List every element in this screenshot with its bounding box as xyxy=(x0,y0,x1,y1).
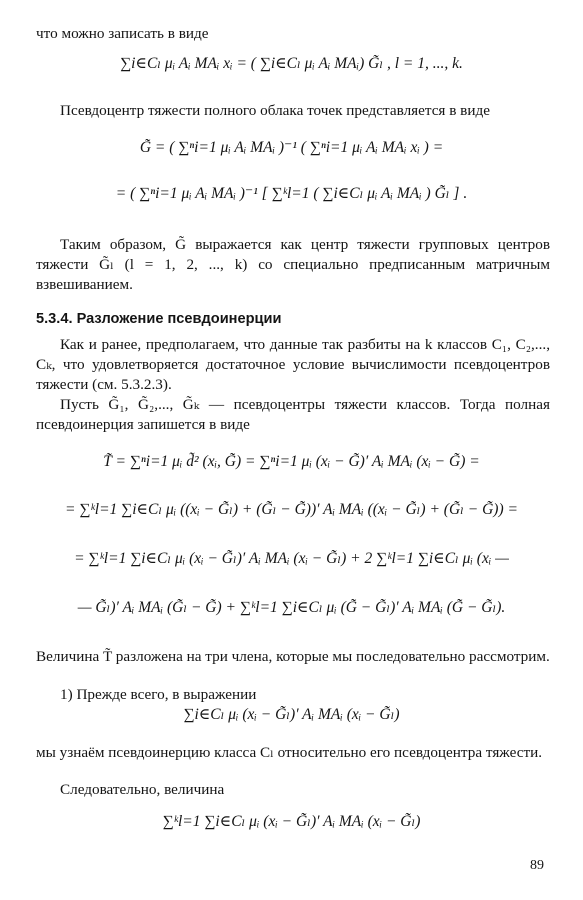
equation-inertia-2: = ∑ᵏl=1 ∑i∈Cₗ μᵢ ((xᵢ − G̃ₗ) + (G̃ₗ − G̃))′ Aᵢ MAᵢ ((xᵢ − G̃ₗ) + (G̃ₗ − G̃)) = xyxy=(65,501,518,518)
equation-inertia-1: T̃ = ∑ⁿi=1 μᵢ d̃² (xᵢ, G̃) = ∑ⁿi=1 μᵢ (xᵢ − G̃)′ Aᵢ MAᵢ (xᵢ − G̃) = xyxy=(103,453,480,470)
paragraph-therefore: Следовательно, величина xyxy=(60,781,225,798)
paragraph-conclusion: Таким образом, G̃ выражается как центр тяжести групповых центров тяжести G̃ₗ (l = 1, 2, ..., k) со специально предписанным матричным взвешиванием. xyxy=(36,236,550,293)
paragraph-intro: что можно записать в виде xyxy=(36,25,209,42)
equation-class-inertia: ∑i∈Cₗ μᵢ (xᵢ − G̃ₗ)′ Aᵢ MAᵢ (xᵢ − G̃ₗ) xyxy=(183,706,400,723)
paragraph-pseudocenter: Псевдоцентр тяжести полного облака точек представляется в виде xyxy=(60,102,490,119)
page-number: 89 xyxy=(530,858,544,873)
equation-inertia-4: — G̃ₗ)′ Aᵢ MAᵢ (G̃ₗ − G̃) + ∑ᵏl=1 ∑i∈Cₗ μᵢ (G̃ − G̃ₗ)′ Aᵢ MAᵢ (G̃ − G̃ₗ). xyxy=(77,599,506,616)
equation-inertia-3: = ∑ᵏl=1 ∑i∈Cₗ μᵢ (xᵢ − G̃ₗ)′ Aᵢ MAᵢ (xᵢ − G̃ₗ) + 2 ∑ᵏl=1 ∑i∈Cₗ μᵢ (xᵢ — xyxy=(74,550,509,567)
paragraph-classes: Как и ранее, предполагаем, что данные так разбиты на k классов C₁, C₂,..., Cₖ, что удовлетворяется достаточное условие вычислимости псевдоцентров тяжести (см. 5.3.2.3). xyxy=(36,336,550,393)
equation-pseudocenter-1: G̃ = ( ∑ⁿi=1 μᵢ Aᵢ MAᵢ )⁻¹ ( ∑ⁿi=1 μᵢ Aᵢ MAᵢ xᵢ ) = xyxy=(139,139,444,156)
paragraph-recognize: мы узнаём псевдоинерцию класса Cₗ относительно его псевдоцентра тяжести. xyxy=(36,744,543,761)
equation-pseudocenter-2: = ( ∑ⁿi=1 μᵢ Aᵢ MAᵢ )⁻¹ [ ∑ᵏl=1 ( ∑i∈Cₗ μᵢ Aᵢ MAᵢ ) G̃ₗ ] . xyxy=(115,185,468,202)
paragraph-decomposition: Величина T̃ разложена на три члена, которые мы последовательно рассмотрим. xyxy=(36,648,550,665)
paragraph-first: 1) Прежде всего, в выражении xyxy=(60,686,257,703)
equation-sum-class-inertia: ∑ᵏl=1 ∑i∈Cₗ μᵢ (xᵢ − G̃ₗ)′ Aᵢ MAᵢ (xᵢ − G̃ₗ) xyxy=(162,813,421,830)
paragraph-class-centers: Пусть G̃₁, G̃₂,..., G̃ₖ — псевдоцентры тяжести классов. Тогда полная псевдоинерция запишется в виде xyxy=(36,396,550,433)
equation-group-sums: ∑i∈Cₗ μᵢ Aᵢ MAᵢ xᵢ = ( ∑i∈Cₗ μᵢ Aᵢ MAᵢ) G̃ₗ , l = 1, ..., k. xyxy=(120,55,463,72)
section-heading: 5.3.4. Разложение псевдоинерции xyxy=(36,311,282,327)
